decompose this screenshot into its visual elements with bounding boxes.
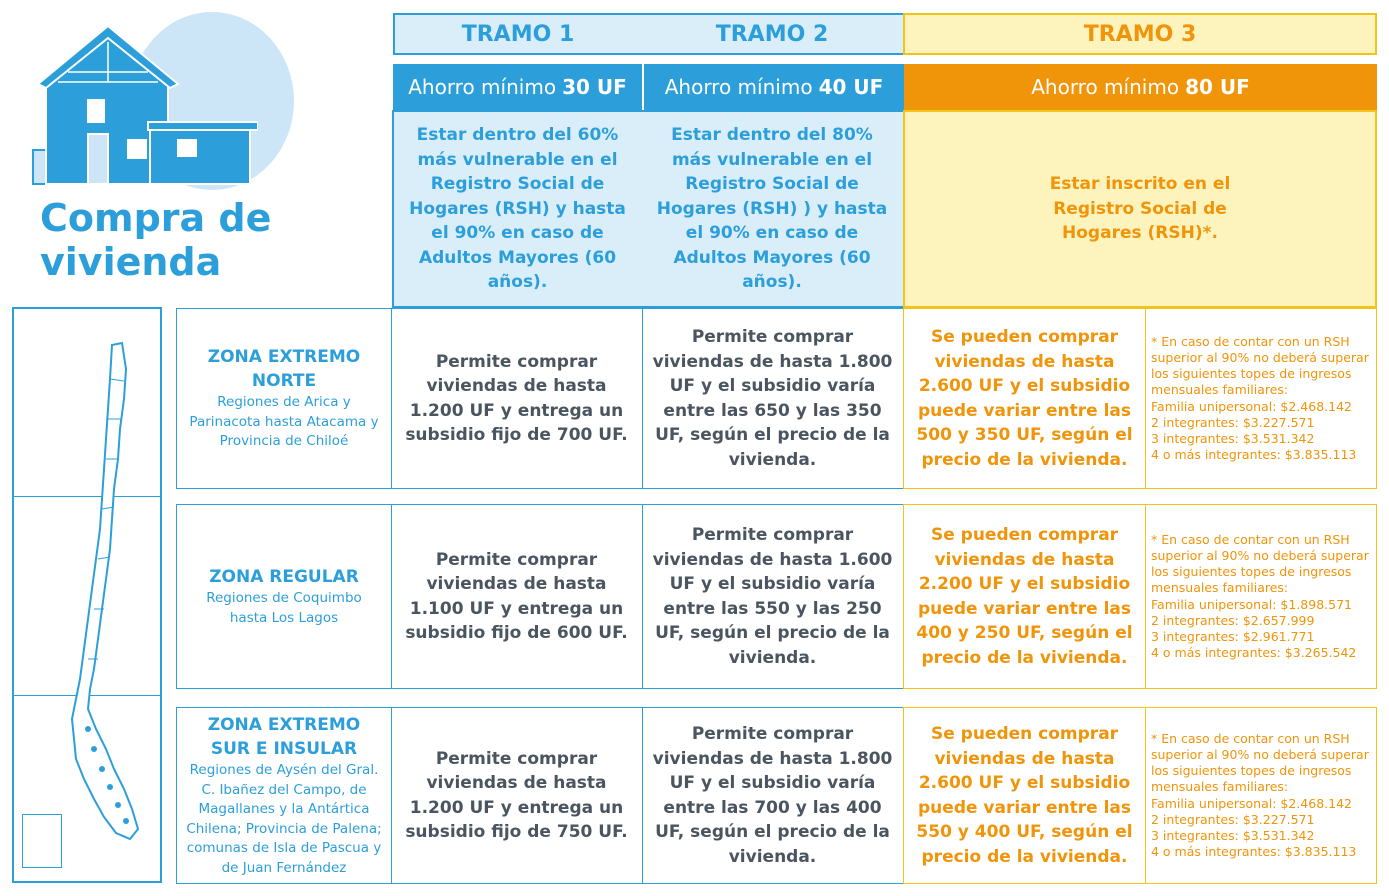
map-inset-islands bbox=[22, 814, 62, 868]
chile-map-panel bbox=[12, 307, 162, 883]
note-line: Familia unipersonal: $2.468.142 bbox=[1151, 795, 1352, 811]
page-title bbox=[40, 196, 340, 284]
zone-description: Regiones de Coquimbo hasta Los Lagos bbox=[206, 590, 362, 626]
note-line: Familia unipersonal: $1.898.571 bbox=[1151, 596, 1352, 612]
note-line: 3 integrantes: $3.531.342 bbox=[1151, 827, 1315, 843]
tramo-3-cell: Se pueden comprar viviendas de hasta 2.200 UF y el subsidio puede variar entre las 400 y 250 UF, según el precio de la vivienda. bbox=[903, 504, 1146, 689]
zone-description: Regiones de Aysén del Gral. C. Ibañez del Campo, de Magallanes y la Antártica Chilena; Provincia de Palena; comunas de Isla de Pascua y de Juan Fernández bbox=[186, 762, 382, 876]
ahorro-value: 80 UF bbox=[1185, 75, 1250, 99]
note-line: 4 o más integrantes: $3.835.113 bbox=[1151, 447, 1357, 463]
ahorro-label: Ahorro mínimo bbox=[1031, 75, 1180, 99]
note-line: Familia unipersonal: $2.468.142 bbox=[1151, 398, 1352, 414]
ahorro-label: Ahorro mínimo bbox=[664, 75, 813, 99]
ahorro-value: 40 UF bbox=[818, 75, 884, 99]
zone-row-regular bbox=[176, 504, 1377, 689]
ahorro-value: 30 UF bbox=[562, 75, 627, 99]
tramo-3-cell: Se pueden comprar viviendas de hasta 2.600 UF y el subsidio puede variar entre las 550 y 400 UF, según el precio de la vivienda. bbox=[903, 707, 1146, 884]
tramo-2-header: TRAMO 2 bbox=[641, 13, 905, 55]
income-note-cell bbox=[1145, 504, 1377, 689]
tramo-3-requirement: Estar inscrito en el Registro Social de Hogares (RSH)*. bbox=[903, 110, 1377, 308]
tramo-2-requirement: Estar dentro del 80% más vulnerable en el Registro Social de Hogares (RSH) ) y hasta el 90% en caso de Adultos Mayores (60 años). bbox=[641, 110, 905, 308]
note-intro: * En caso de contar con un RSH superior al 90% no deberá superar los siguientes topes de ingresos mensuales familiares: bbox=[1151, 730, 1369, 795]
tramo-2-cell: Permite comprar viviendas de hasta 1.600 UF y el subsidio varía entre las 550 y las 250 UF, según el precio de la vivienda. bbox=[642, 504, 904, 689]
tramo-1-cell: Permite comprar viviendas de hasta 1.200 UF y entrega un subsidio fijo de 750 UF. bbox=[391, 707, 643, 884]
zone-name: ZONA EXTREMO NORTE bbox=[207, 347, 361, 392]
house-icon bbox=[28, 22, 258, 192]
tramo-2-cell: Permite comprar viviendas de hasta 1.800 UF y el subsidio varía entre las 650 y las 350 UF, según el precio de la vivienda. bbox=[642, 308, 904, 489]
tramo-1-header: TRAMO 1 bbox=[393, 13, 643, 55]
tramo-3-header: TRAMO 3 bbox=[903, 13, 1377, 55]
note-line: 3 integrantes: $2.961.771 bbox=[1151, 628, 1315, 644]
zone-name: ZONA EXTREMO SUR E INSULAR bbox=[207, 715, 361, 759]
note-line: 4 o más integrantes: $3.835.113 bbox=[1151, 844, 1357, 860]
note-line: 2 integrantes: $3.227.571 bbox=[1151, 811, 1315, 827]
tramo-1-ahorro bbox=[393, 64, 642, 110]
note-line: 2 integrantes: $3.227.571 bbox=[1151, 414, 1315, 430]
page-title-line1: Compra de bbox=[40, 196, 272, 240]
note-line: 4 o más integrantes: $3.265.542 bbox=[1151, 645, 1357, 661]
note-line: 3 integrantes: $3.531.342 bbox=[1151, 430, 1315, 446]
income-note-cell bbox=[1145, 308, 1377, 489]
tramo-1-cell: Permite comprar viviendas de hasta 1.200 UF y entrega un subsidio fijo de 700 UF. bbox=[391, 308, 643, 489]
tramo-2-cell: Permite comprar viviendas de hasta 1.800 UF y el subsidio varía entre las 700 y las 400 UF, según el precio de la vivienda. bbox=[642, 707, 904, 884]
zone-cell bbox=[176, 504, 392, 689]
note-intro: * En caso de contar con un RSH superior al 90% no deberá superar los siguientes topes de ingresos mensuales familiares: bbox=[1151, 333, 1369, 398]
zone-description: Regiones de Arica y Parinacota hasta Atacama y Provincia de Chiloé bbox=[189, 394, 379, 450]
tramo-2-ahorro bbox=[644, 64, 904, 110]
zone-name: ZONA REGULAR bbox=[209, 567, 359, 587]
chile-map-icon bbox=[14, 309, 160, 881]
tramo-3-cell: Se pueden comprar viviendas de hasta 2.600 UF y el subsidio puede variar entre las 500 y 350 UF, según el precio de la vivienda. bbox=[903, 308, 1146, 489]
note-line: 2 integrantes: $2.657.999 bbox=[1151, 612, 1315, 628]
zone-cell bbox=[176, 308, 392, 489]
tramo-3-ahorro bbox=[904, 64, 1377, 110]
tramo-1-requirement: Estar dentro del 60% más vulnerable en el Registro Social de Hogares (RSH) y hasta el 90% en caso de Adultos Mayores (60 años). bbox=[392, 110, 643, 308]
ahorro-label: Ahorro mínimo bbox=[408, 75, 557, 99]
tramo-1-cell: Permite comprar viviendas de hasta 1.100 UF y entrega un subsidio fijo de 600 UF. bbox=[391, 504, 643, 689]
zone-cell bbox=[176, 707, 392, 884]
zone-row-extremo-norte bbox=[176, 308, 1377, 489]
income-note-cell bbox=[1145, 707, 1377, 884]
zone-row-extremo-sur bbox=[176, 707, 1377, 884]
note-intro: * En caso de contar con un RSH superior al 90% no deberá superar los siguientes topes de ingresos mensuales familiares: bbox=[1151, 531, 1369, 596]
page-title-line2: vivienda bbox=[40, 240, 222, 284]
